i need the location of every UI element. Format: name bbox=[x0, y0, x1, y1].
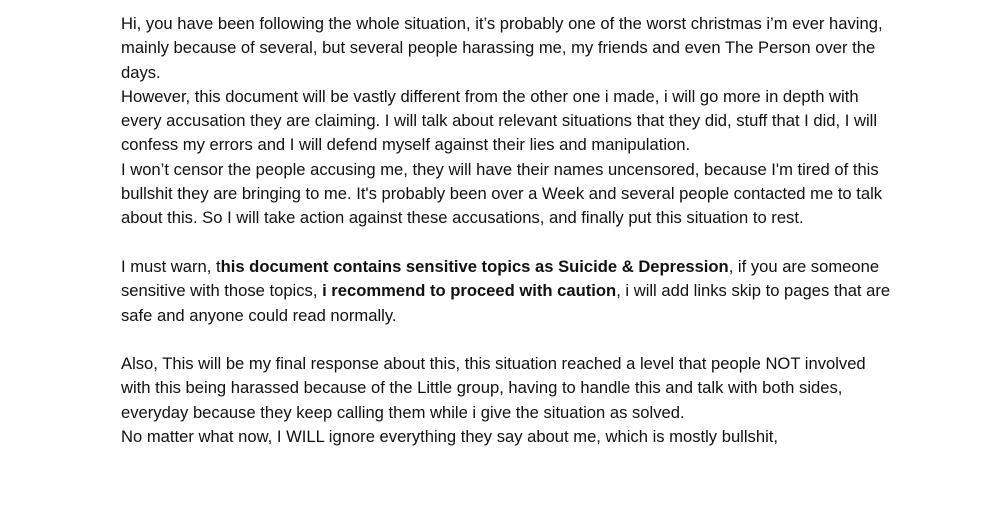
paragraph-final-response: Also, This will be my final response about this, this situation reached a level that people NOT involved with this being harassed because of the Little group, having to handle this and talk with both sides, everyday because they keep calling them while i give the situation as solved. bbox=[121, 354, 866, 422]
warning-lead: I must warn, t bbox=[121, 256, 221, 276]
paragraph-spacer bbox=[121, 231, 891, 255]
warning-mid: , if you are someone sensitive with those topics, bbox=[121, 256, 880, 301]
paragraph-spacer bbox=[121, 328, 891, 352]
paragraph-censorship: I won’t censor the people accusing me, they will have their names uncensored, because I'm tired of this bullshit they are bringing to me. It's probably been over a Week and several people contacted me to talk about this. So I will take action against these accusations, and finally put this situation to rest. bbox=[121, 159, 883, 228]
document-body bbox=[121, 12, 891, 449]
paragraph-intro: Hi, you have been following the whole situation, it’s probably one of the worst christmas i’m ever having, mainly because of several, but several people harassing me, my friends and even The Person over the days. bbox=[121, 14, 883, 82]
paragraph-warning bbox=[121, 255, 891, 328]
warning-caution: i recommend to proceed with caution bbox=[322, 281, 617, 301]
warning-sensitive-topics: his document contains sensitive topics as Suicide & Depression bbox=[220, 256, 729, 276]
paragraph-ignore: No matter what now, I WILL ignore everything they say about me, which is mostly bullshit, bbox=[121, 427, 778, 447]
paragraph-document-scope: However, this document will be vastly different from the other one i made, i will go more in depth with every accusation they are claiming. I will talk about relevant situations that they did, stuff that I did, I will confess my errors and I will defend myself against their lies and manipulation. bbox=[121, 86, 878, 155]
warning-tail: , i will add links skip to pages that are safe and anyone could read normally. bbox=[121, 281, 891, 325]
